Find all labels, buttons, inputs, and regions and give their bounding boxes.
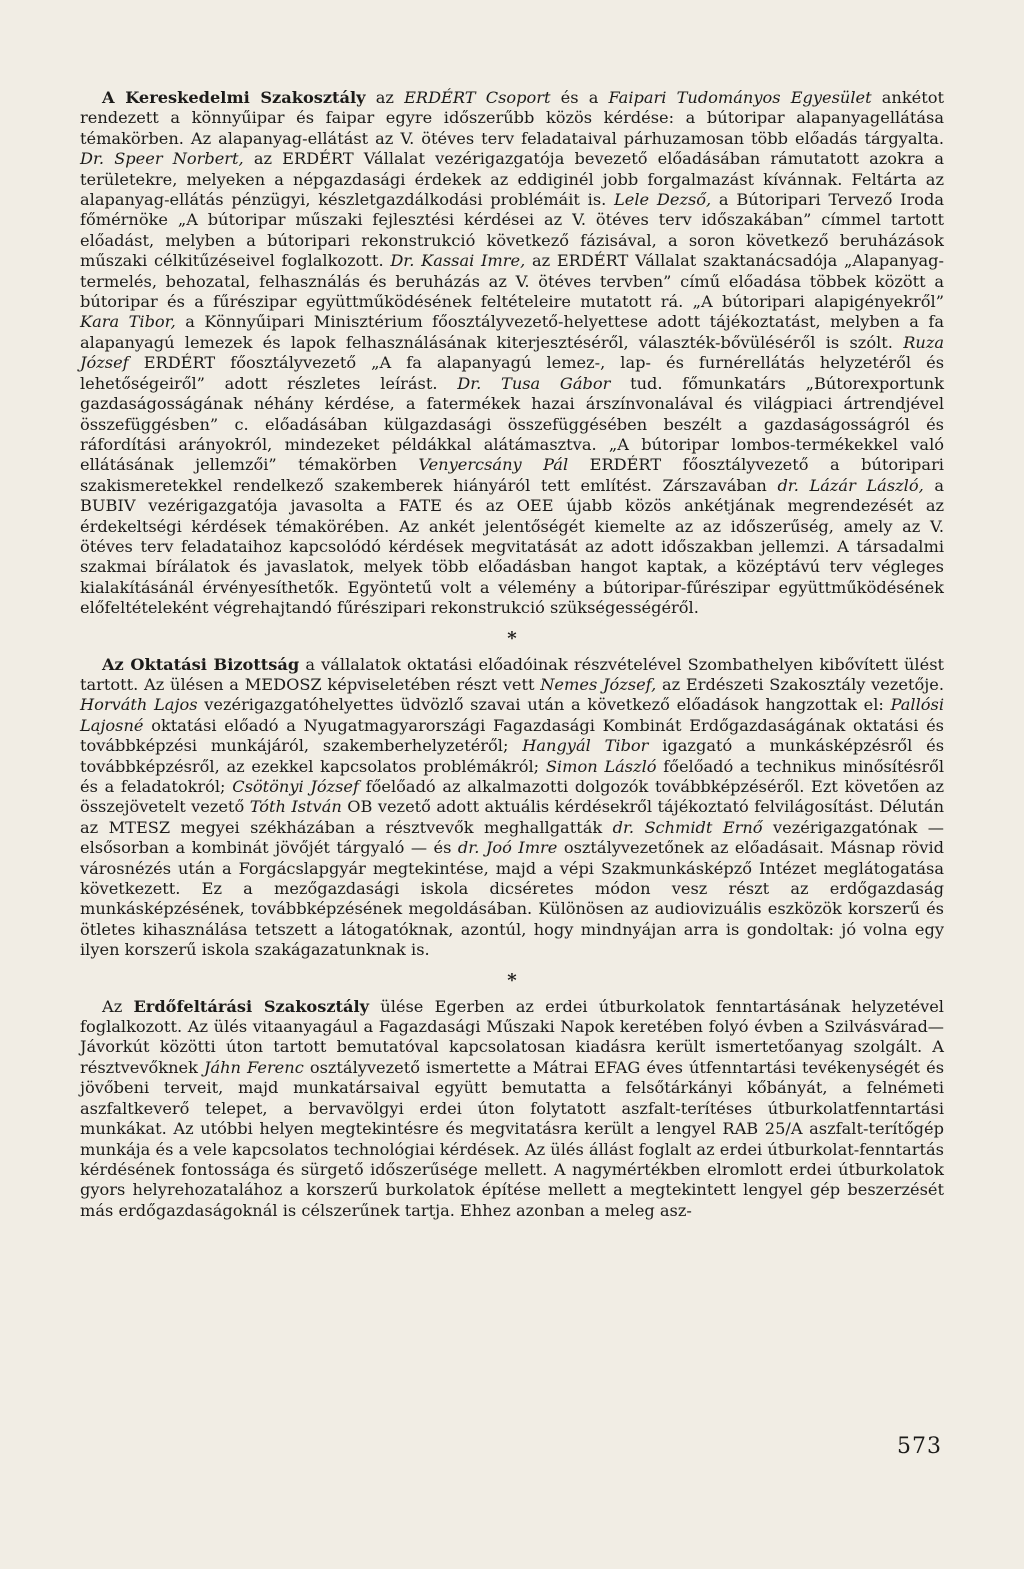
section-separator: * [507, 969, 517, 991]
person-or-org-name: ERDÉRT Csoport [404, 88, 551, 107]
person-or-org-name: dr. Joó Imre [457, 838, 558, 858]
text-run: vezérigazgatóhelyettes üdvözlő szavai után a következő előadások hangzottak el: [197, 695, 891, 715]
text-run: főelőadó az alkalmazotti dolgozók továbbképzéséről. Ezt követően az összejövetelt vezető [80, 777, 944, 817]
text-run: oktatási előadó a Nyugatmagyarországi Fagazdasági Kombinát Erdőgazdaságának oktatási és továbbképzési munkájáról, szakemberhelyzetéről; [80, 715, 944, 756]
person-or-org-name: Tóth István [249, 797, 342, 817]
text-run: az Erdészeti Szakosztály vezetője. [656, 674, 944, 694]
text-run: és a [550, 88, 609, 107]
person-or-org-name: Dr. Speer Norbert, [80, 149, 244, 169]
report-forest-access-section [80, 997, 944, 1221]
person-or-org-name: Dr. Tusa Gábor [457, 373, 611, 393]
text-run: ülése Egerben az erdei útburkolatok fenntartásának helyzetével foglalkozott. Az ülés vitaanyagául a Fagazdasági Műszaki Napok keretében folyó évben a Szilvásvárad—Jávorkút közötti úton tartott bemutatóval kapcsolatosan kiadásra került ismertetőanyag szolgált. A résztvevőknek [80, 996, 944, 1077]
person-or-org-name: dr. Lázár László, [777, 475, 924, 495]
text-run: az ERDÉRT Vállalat szaktanácsadója „Alapanyag-termelés, behozatal, felhasználás és beruházás az V. ötéves tervben” című előadása többek között a bútoripar és a fűrészipar együttműködésének feltételeire mutatott rá. „A bútoripari alapigényekről” [80, 251, 944, 312]
person-or-org-name: Horváth Lajos [80, 695, 198, 715]
person-or-org-name: Venyercsány Pál [418, 455, 569, 475]
person-or-org-name: Nemes József, [540, 674, 657, 694]
text-run: osztályvezetőnek az előadásait. Másnap rövid városnézés után a Forgácslapgyár megtekintése, majd a vépi Szakmunkásképző Intézet meglátogatása következett. Ez a mezőgazdasági iskola dicséretes módon vesz részt az erdőgazdaság munkásképzésének, továbbképzésének megoldásában. Különösen az audiovizuális eszközök korszerű és ötletes kihasználása tetszett a látogatóknak, azontúl, hogy mindnyájan arra is gondoltak: jó volna egy ilyen korszerű iskola szakágazatunknak is. [80, 838, 944, 960]
page-number: 573 [897, 1434, 942, 1459]
text-run: az ERDÉRT Vállalat vezérigazgatója bevezető előadásában rámutatott azokra a területekre, melyeken a népgazdasági érdekek az eddiginél jobb forgalmazást kívánnak. Feltárta az alapanyag-ellátás pénzügyi, készletgazdálkodási problémáit is. [80, 149, 944, 210]
person-or-org-name: Hangyál Tibor [522, 736, 649, 756]
text-run: ERDÉRT főosztályvezető a bútoripari szakismeretekkel rendelkező szakemberek hiányáról tett említést. Zárszavában [80, 455, 944, 495]
text-run: tud. főmunkatárs „Bútorexportunk gazdaságosságának néhány kérdése, a fatermékek hazai árszínvonalával és világpiaci ártrendjével összefüggésben” c. előadásában külgazdasági összefüggésében beszélt a gazdaságosságról és ráfordítási arányokról, mindezeket példákkal alátámasztva. „A bútoripar lombos-termékekkel való ellátásának jellemzői” témakörben [80, 373, 945, 475]
section-name: A Kereskedelmi Szakosztály [102, 88, 366, 107]
person-or-org-name: Simon László [545, 756, 657, 776]
text-run: ERDÉRT főosztályvezető „A fa alapanyagú lemez-, lap- és furnérellátás helyzetéről és lehetőségeiről” adott részletes leírást. [80, 353, 944, 393]
person-or-org-name: dr. Schmidt Ernő [612, 817, 763, 837]
text-run: OB vezető adott aktuális kérdésekről tájékoztató felvilágosítást. Délután az MTESZ megyei székházában a résztvevők meghallgatták [80, 797, 945, 837]
text-run: a Könnyűipari Minisztérium főosztályvezető-helyettese adott tájékoztatást, melyben a fa alapanyagú lemezek és lapok felhasználásának kiterjesztéséről, választék-bővüléséről is szólt. [80, 312, 944, 352]
text-run: a Bútoripari Tervező Iroda főmérnöke „A bútoripar műszaki fejlesztési kérdései az V. ötéves terv időszakában” címmel tartott előadást, melyben a bútoripari rekonstrukció következő fázisával, a soron következő beruházások műszaki célkitűzéseivel foglalkozott. [80, 190, 944, 271]
person-or-org-name: Lele Dezső, [614, 190, 712, 210]
text-run: az [365, 88, 405, 107]
section-name: Erdőfeltárási Szakosztály [133, 996, 370, 1016]
person-or-org-name: Csötönyi József [232, 777, 359, 796]
person-or-org-name: Ruza József [80, 332, 944, 373]
text-run: igazgató a munkásképzésről és továbbképzésről, az ezekkel kapcsolatos problémákról; [80, 736, 944, 776]
text-run: vezérigazgatónak — elsősorban a kombinát jövőjét tárgyaló — és [80, 817, 944, 858]
report-commerce-section [80, 88, 944, 619]
section-separator: * [507, 627, 517, 649]
text-run: osztályvezető ismertette a Mátrai EFAG éves útfenntartási tevékenységét és jövőbeni terveit, majd munkatársaival együtt bemutatta a felsőtárkányi kőbányát, a felnémeti aszfaltkeverő telepet, a bervavölgyi erdei úton folytatott aszfalt-terítéses útburkolatfenntartási munkákat. Az utóbbi helyen megtekintésre és megvitatásra került a lengyel RAB 25/A aszfalt-terítőgép munkája és a vele kapcsolatos technológiai kérdések. Az ülés állást foglalt az erdei útburkolat-fenntartás kérdésének fontossága és sürgető időszerűsége mellett. A nagymértékben elromlott erdei útburkolatok gyors helyrehozatalához a korszerű burkolatok építése mellett a megtekintett lengyel gép beszerzését más erdőgazdaságoknál is célszerűnek tartja. Ehhez azonban a meleg asz- [80, 1057, 944, 1220]
person-or-org-name: Kara Tibor, [80, 312, 176, 332]
section-name: Az Oktatási Bizottság [102, 654, 300, 674]
text-run: a vállalatok oktatási előadóinak részvételével Szombathelyen kibővített ülést tartott. Az ülésen a MEDOSZ képviseletében részt vett [80, 654, 945, 694]
person-or-org-name: Jáhn Ferenc [203, 1057, 304, 1077]
report-education-committee [80, 655, 944, 961]
person-or-org-name: Faipari Tudományos Egyesület [608, 88, 872, 107]
text-run: ankétot rendezett a könnyűipar és faipar egyre időszerűbb közös kérdése: a bútoripar alapanyagellátása témakörben. Az alapanyag-ellátást az V. ötéves terv feladataival párhuzamosan több előadás tárgyalta. [80, 88, 944, 148]
text-run: a BUBIV vezérigazgatója javasolta a FATE és az OEE újabb közös ankétjának megrendezését az érdekeltségi kérdések témakörében. Az ankét jelentőségét kiemelte az az időszerűség, amely az V. ötéves terv feladataihoz kapcsolódó kérdések megvitatását az adott időszakban jellemzi. A társadalmi szakmai bírálatok és javaslatok, melyek több előadásban hangot kaptak, a középtávú terv végleges kialakításánál érvényesíthetők. Egyöntetű volt a vélemény a bútoripar-fűrészipar együttműködésének előfeltételeként végrehajtandó fűrészipari rekonstrukció szükségességéről. [80, 475, 944, 618]
person-or-org-name: Pallósi Lajosné [80, 695, 944, 735]
person-or-org-name: Dr. Kassai Imre, [390, 251, 526, 271]
text-run: főelőadó a technikus minősítésről és a feladatokról; [80, 756, 944, 796]
text-run: Az [102, 996, 134, 1016]
